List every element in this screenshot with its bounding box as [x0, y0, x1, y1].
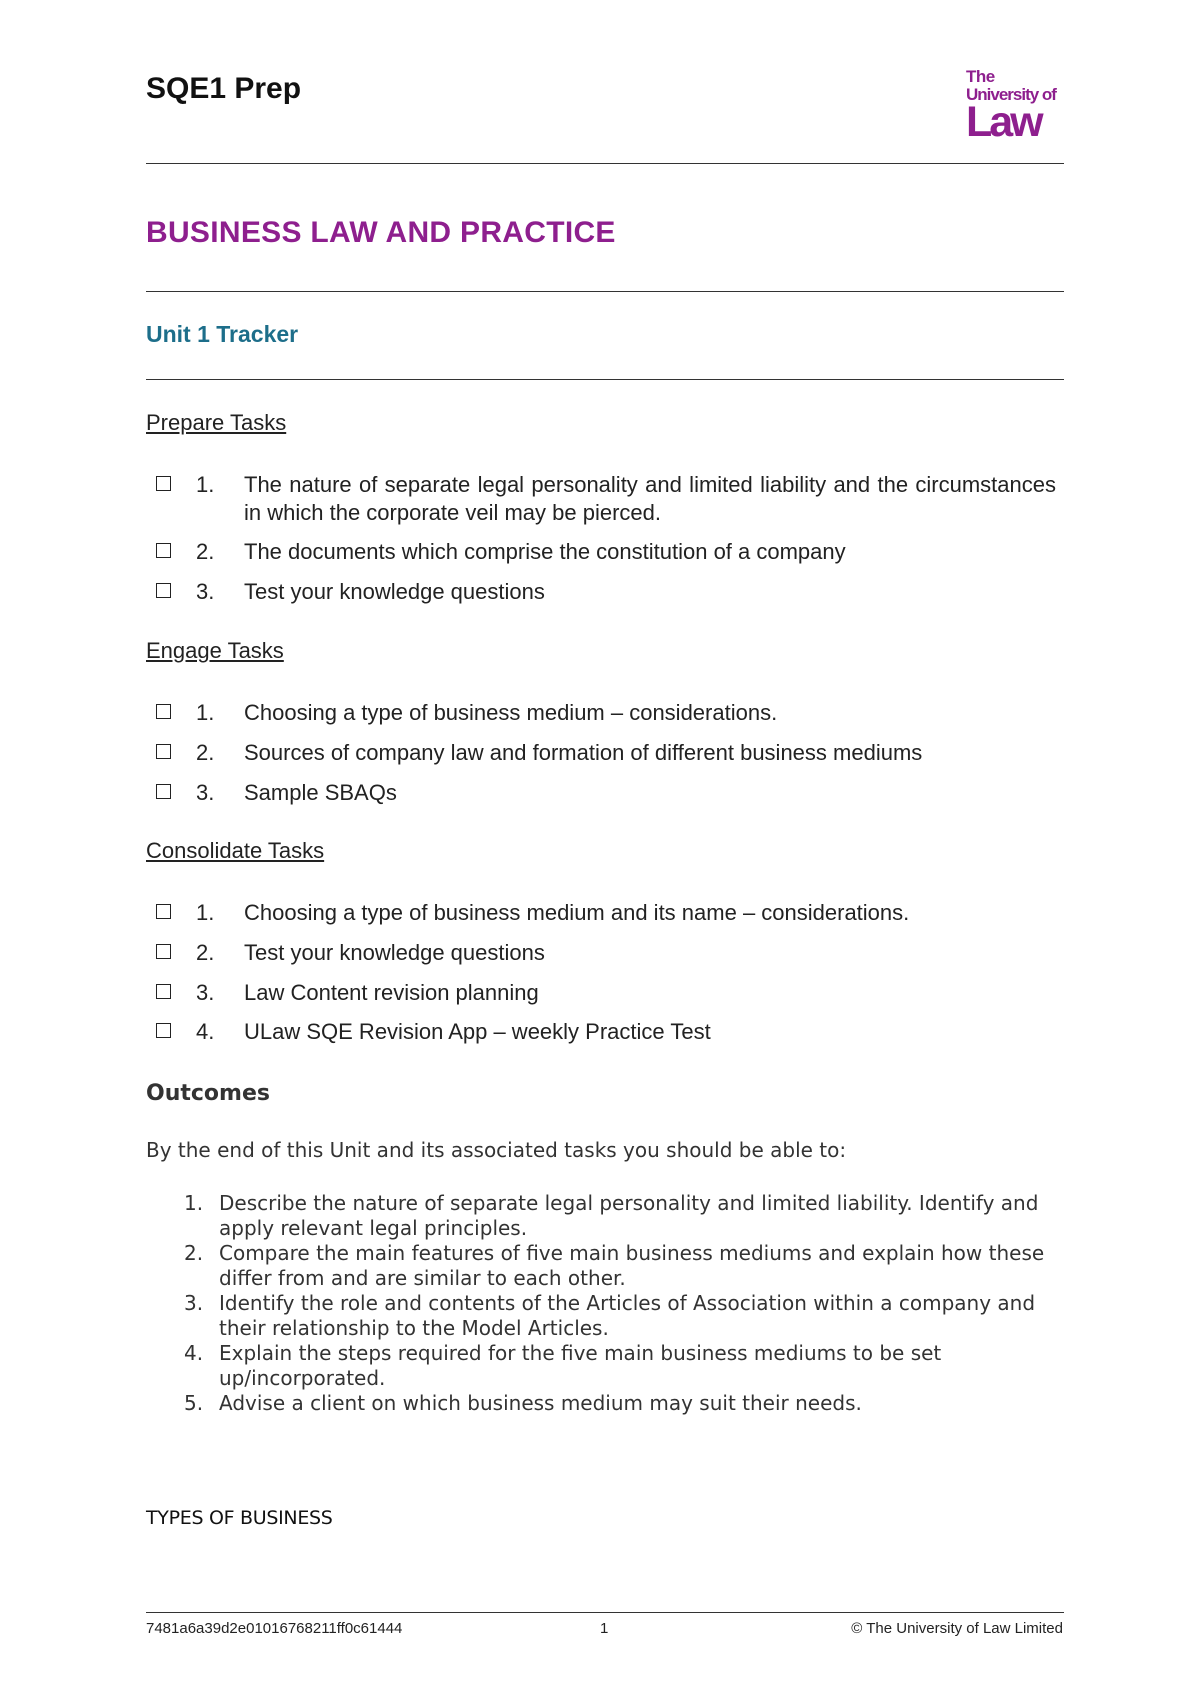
logo-line-2: University of — [966, 85, 1056, 104]
task-text: Choosing a type of business medium – considerations. — [244, 700, 778, 725]
task-item[interactable] — [146, 979, 1056, 1007]
outcome-number: 4. — [184, 1341, 204, 1365]
outcome-number: 5. — [184, 1391, 204, 1415]
task-item[interactable] — [146, 578, 1056, 606]
header-title: SQE1 Prep — [146, 72, 302, 105]
outcome-item — [146, 1241, 1056, 1291]
task-text: Law Content revision planning — [244, 980, 539, 1005]
outcome-item — [146, 1341, 1056, 1391]
outcomes-intro: By the end of this Unit and its associated tasks you should be able to: — [146, 1138, 847, 1162]
task-number: 2. — [196, 740, 215, 765]
divider — [146, 379, 1064, 380]
task-number: 3. — [196, 579, 215, 604]
divider — [146, 163, 1064, 164]
task-number: 3. — [196, 980, 215, 1005]
checkbox-icon[interactable] — [156, 1023, 171, 1038]
task-text: Sources of company law and formation of different business mediums — [244, 740, 923, 765]
task-text: Test your knowledge questions — [244, 579, 545, 604]
task-number: 3. — [196, 780, 215, 805]
task-item[interactable] — [146, 1018, 1056, 1046]
task-number: 2. — [196, 940, 215, 965]
task-number: 1. — [196, 700, 215, 725]
task-text: Test your knowledge questions — [244, 940, 545, 965]
outcome-text: Describe the nature of separate legal personality and limited liability. Identify and apply relevant legal principles. — [219, 1191, 1039, 1240]
outcome-item — [146, 1391, 1056, 1416]
task-item[interactable] — [146, 471, 1056, 527]
task-item[interactable] — [146, 779, 1056, 807]
unit-title: Unit 1 Tracker — [146, 321, 299, 347]
task-text: The nature of separate legal personality and limited liability and the circumstances in which the corporate veil may be pierced. — [244, 472, 1056, 525]
task-number: 4. — [196, 1019, 215, 1044]
checkbox-icon[interactable] — [156, 984, 171, 999]
outcomes-heading: Outcomes — [146, 1081, 270, 1106]
task-text: Sample SBAQs — [244, 780, 397, 805]
outcome-number: 2. — [184, 1241, 204, 1265]
task-item[interactable] — [146, 699, 1056, 727]
footer-page-number: 1 — [600, 1620, 609, 1637]
task-item[interactable] — [146, 739, 1056, 767]
types-of-business-heading: TYPES OF BUSINESS — [146, 1507, 333, 1529]
university-of-law-logo — [966, 68, 1064, 144]
task-text: Choosing a type of business medium and its name – considerations. — [244, 900, 910, 925]
checkbox-icon[interactable] — [156, 704, 171, 719]
section-heading-engage: Engage Tasks — [146, 638, 284, 663]
checkbox-icon[interactable] — [156, 543, 171, 558]
checkbox-icon[interactable] — [156, 476, 171, 491]
checkbox-icon[interactable] — [156, 904, 171, 919]
section-heading-prepare: Prepare Tasks — [146, 410, 287, 435]
checkbox-icon[interactable] — [156, 784, 171, 799]
outcome-text: Compare the main features of five main business mediums and explain how these differ from and are similar to each other. — [219, 1241, 1045, 1290]
footer-divider — [146, 1612, 1064, 1613]
outcome-number: 3. — [184, 1291, 204, 1315]
section-heading-consolidate: Consolidate Tasks — [146, 838, 325, 863]
logo-line-3: Law — [966, 98, 1041, 146]
checkbox-icon[interactable] — [156, 583, 171, 598]
outcome-item — [146, 1291, 1056, 1341]
checkbox-icon[interactable] — [156, 744, 171, 759]
task-item[interactable] — [146, 899, 1056, 927]
logo-line-1: The — [966, 67, 995, 86]
task-text: The documents which comprise the constitution of a company — [244, 539, 846, 564]
task-number: 2. — [196, 539, 215, 564]
footer-copyright: © The University of Law Limited — [851, 1620, 1063, 1637]
task-text: ULaw SQE Revision App – weekly Practice Test — [244, 1019, 711, 1044]
outcome-text: Advise a client on which business medium may suit their needs. — [219, 1391, 862, 1415]
task-item[interactable] — [146, 939, 1056, 967]
footer-document-id: 7481a6a39d2e01016768211ff0c61444 — [146, 1620, 403, 1637]
outcome-text: Identify the role and contents of the Articles of Association within a company and their relationship to the Model Articles. — [219, 1291, 1036, 1340]
task-number: 1. — [196, 472, 215, 497]
document-title: BUSINESS LAW AND PRACTICE — [146, 216, 616, 249]
task-item[interactable] — [146, 538, 1056, 566]
task-number: 1. — [196, 900, 215, 925]
checkbox-icon[interactable] — [156, 944, 171, 959]
outcome-text: Explain the steps required for the five main business mediums to be set up/incorporated. — [219, 1341, 942, 1390]
divider — [146, 291, 1064, 292]
outcome-item — [146, 1191, 1056, 1241]
outcome-number: 1. — [184, 1191, 204, 1215]
